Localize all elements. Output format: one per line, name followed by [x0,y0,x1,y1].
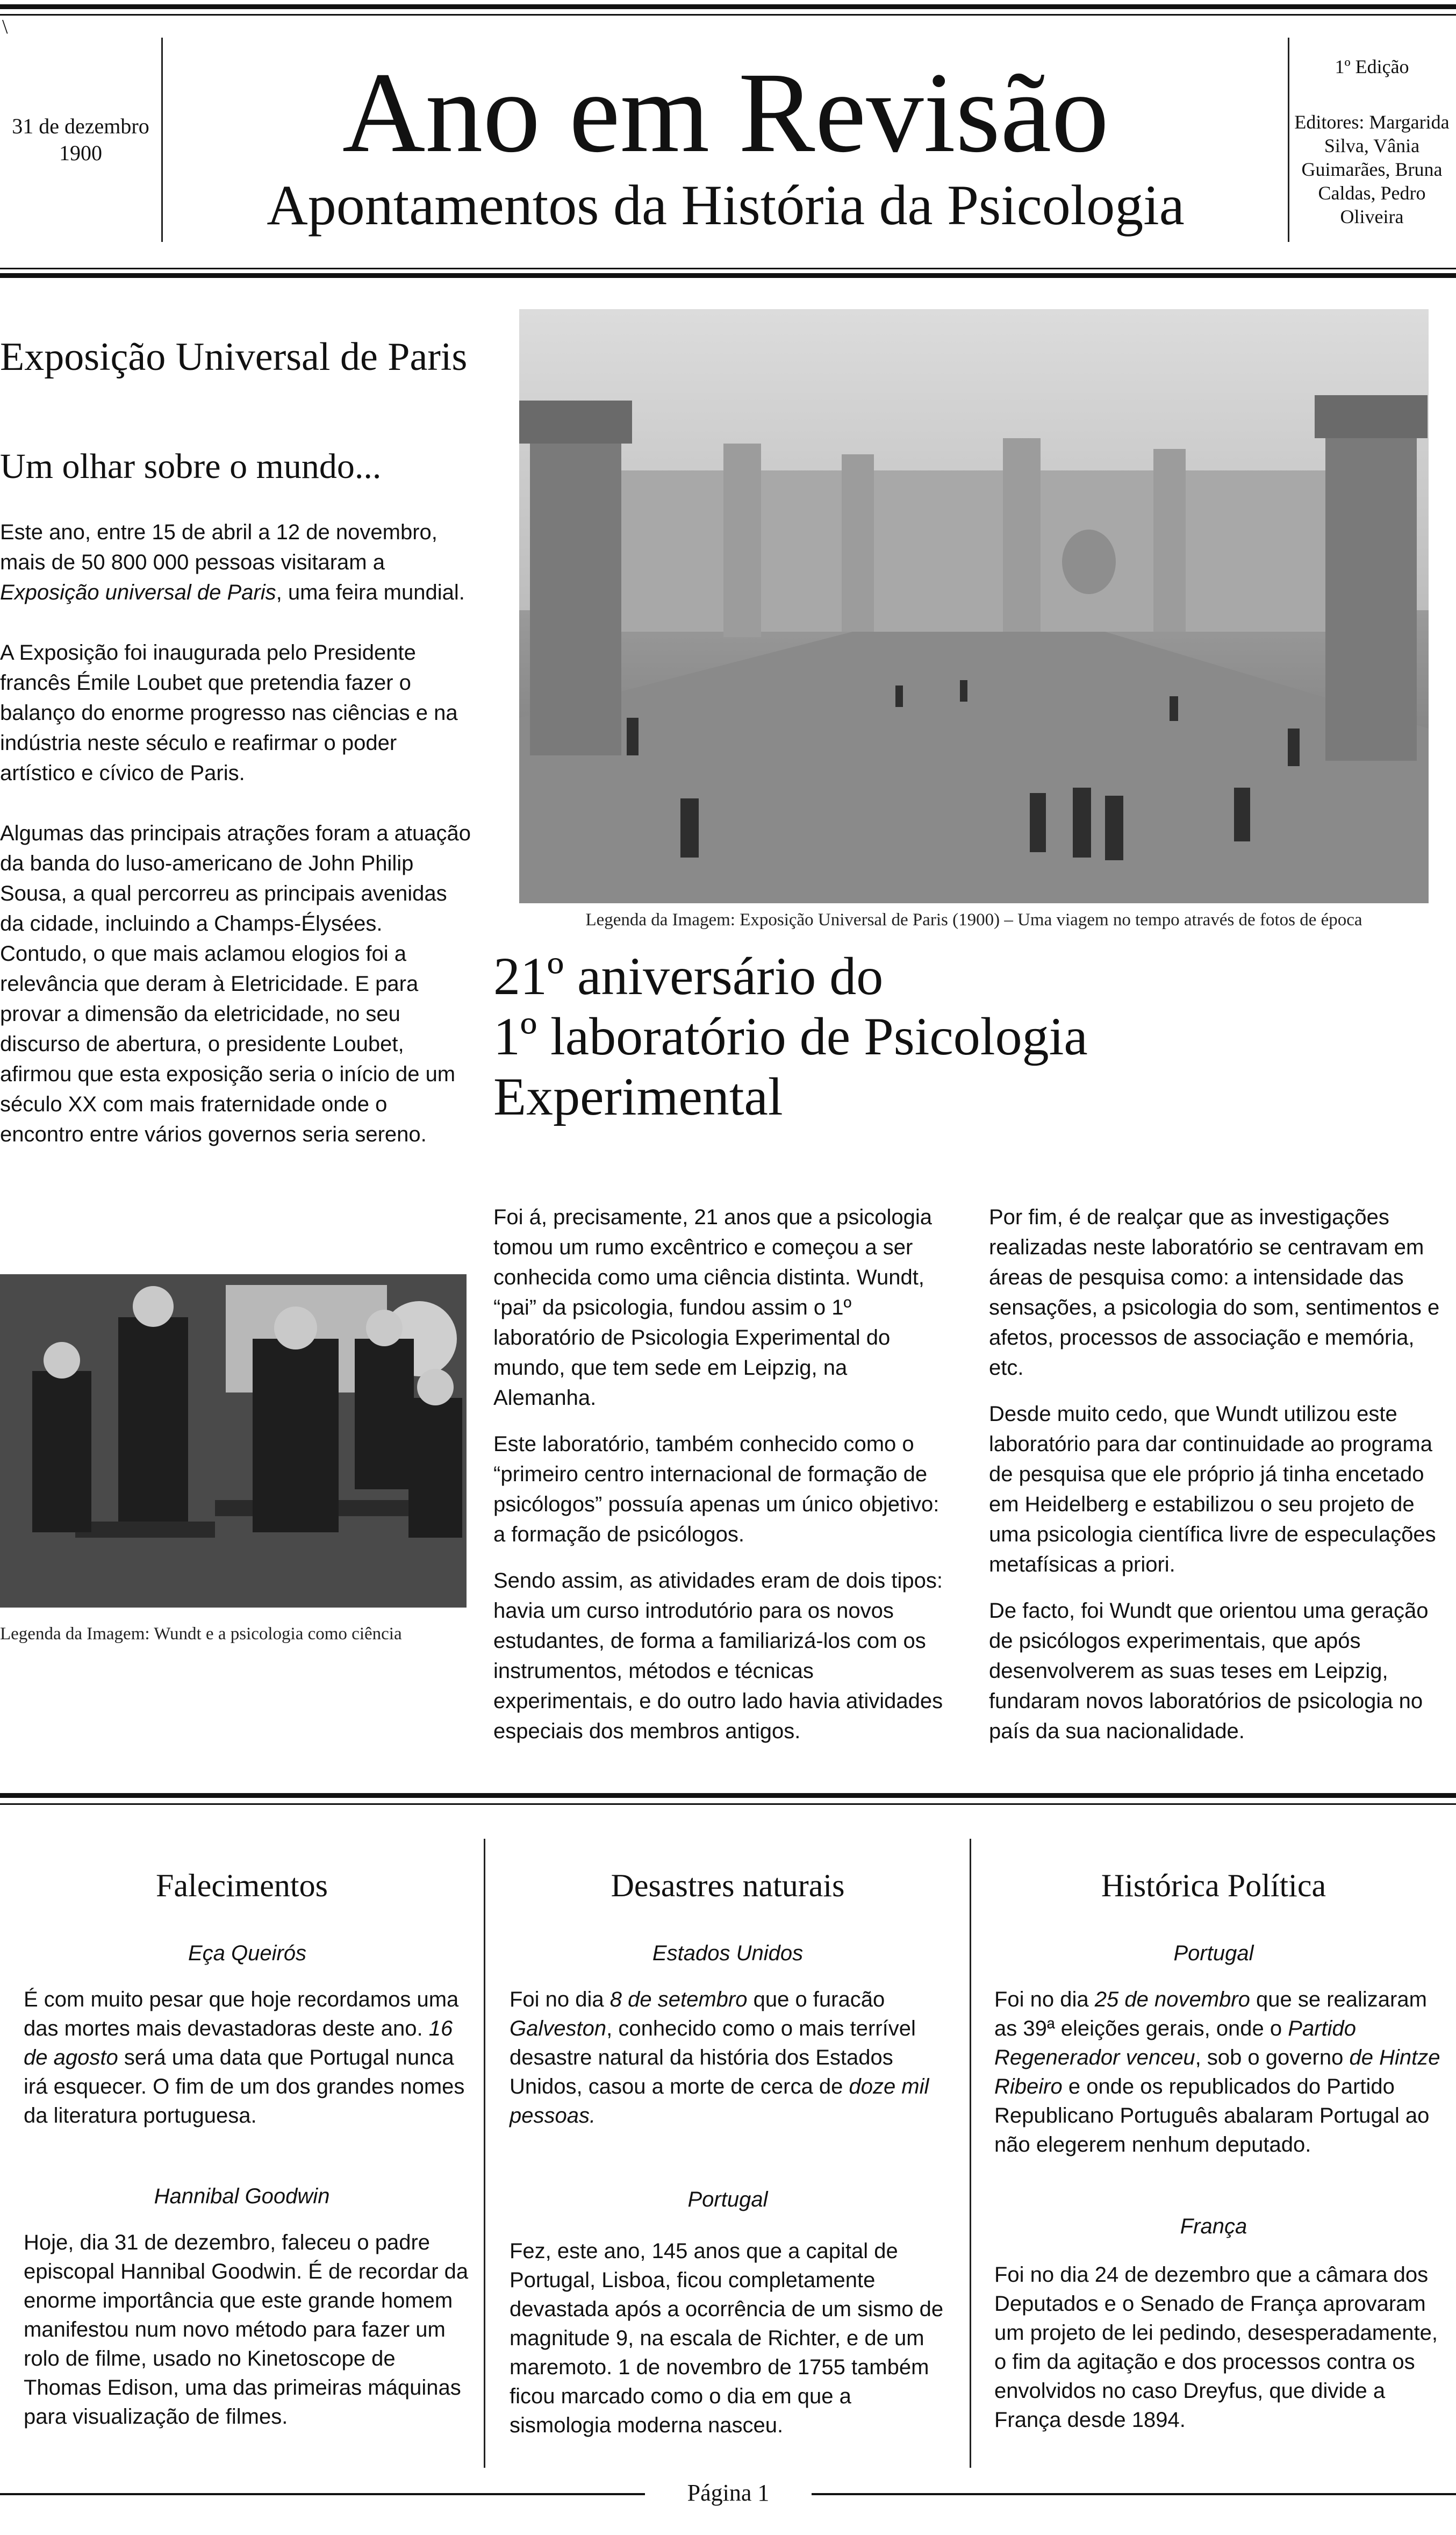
issue-date: 31 de dezembro 1900 [12,114,149,165]
masthead-divider-right [1288,38,1289,242]
top-rule-thin [0,14,1456,16]
politica-body-2: Foi no dia 24 de dezembro que a câmara dos Deputados e o Senado de França aprovaram um projeto de lei pedindo, desesperadamente, o fim da agitação e dos processos contra os envolvidos no caso Dreyfus, que divide a França desde 1894. [994,2263,1438,2432]
expo-headline: Exposição Universal de Paris [0,335,468,379]
newspaper-subtitle: Apontamentos da História da Psicologia [267,174,1185,237]
expo-paragraph-3: Algumas das principais atrações foram a atuação da banda do luso-americano de John Philip Sousa, a qual percorreu as principais avenidas da cidade, incluindo a Champs-Élysées. Contudo, o que mais aclamou elogios foi a relevância que deram à Eletricidade. E para provar a dimensão da eletricidade, no seu discurso de abertura, o presidente Loubet, afirmou que esta exposição seria o início de um século XX com mais fraternidade onde o encontro entre vários governos seria sereno. [0,822,471,1146]
expo-subheadline: Um olhar sobre o mundo... [0,447,382,486]
article-headline: 21º aniversário do 1º laboratório de Psicologia Experimental [493,946,1088,1126]
article-paragraph: De facto, foi Wundt que orientou uma geração de psicólogos experimentais, que após desenvolverem as suas teses em Leipzig, fundaram novos laboratórios de psicologia no país da sua nacionalidade. [989,1599,1429,1743]
article-paragraph: Por fim, é de realçar que as investigações realizadas neste laboratório se centravam em áreas de pesquisa como: a intensidade das sensações, a psicologia do som, sentimentos e afetos, processos de associação e memória, etc. [989,1205,1440,1380]
falecimentos-subtitle-1: Eça Queirós [188,1941,307,1965]
expo-paragraph-1: Este ano, entre 15 de abril a 12 de novembro, mais de 50 800 000 pessoas visitaram a Exposição universal de Paris, uma feira mundial. [0,520,465,604]
article-paragraph: Este laboratório, também conhecido como o “primeiro centro internacional de formação de psicólogos” possuía apenas um único objetivo: a formação de psicólogos. [493,1432,939,1546]
desastres-heading: Desastres naturais [611,1868,845,1903]
wundt-photo-art [0,1274,467,1608]
masthead-rule-thin [0,268,1456,269]
wundt-photo [0,1274,467,1608]
paris-photo-caption: Legenda da Imagem: Exposição Universal de Paris (1900) – Uma viagem no tempo através de fotos de época [585,910,1362,930]
article-paragraph: Desde muito cedo, que Wundt utilizou este laboratório para dar continuidade ao programa de pesquisa que ele próprio já tinha encetado em Heidelberg e estabilizou o seu projeto de uma psicologia científica livre de especulações metafísicas a priori. [989,1402,1436,1576]
expo-paragraph-2: A Exposição foi inaugurada pelo Presidente francês Émile Loubet que pretendia fazer o balanço do enorme progresso nas ciências e na indústria neste século e reafirmar o poder artístico e cívico de Paris. [0,641,458,785]
politica-body-1: Foi no dia 25 de novembro que se realizaram as 39ª eleições gerais, onde o Partido Regenerador venceu, sob o governo de Hintze Ribeiro e onde os republicados do Partido Republicano Português abalaram Portugal ao não elegerem nenhum deputado. [994,1988,1440,2156]
desastres-body-1: Foi no dia 8 de setembro que o furacão Galveston, conhecido como o mais terrível desastre natural da história dos Estados Unidos, casou a morte de cerca de doze mil pessoas. [510,1988,929,2127]
falecimentos-subtitle-2: Hannibal Goodwin [154,2184,330,2208]
masthead-rule-thick [0,273,1456,278]
desastres-subtitle-2: Portugal [687,2188,768,2211]
newspaper-title: Ano em Revisão [342,49,1109,176]
paris-expo-photo-art [519,309,1429,903]
section-rule-thin [0,1803,1456,1805]
article-paragraph: Foi á, precisamente, 21 anos que a psicologia tomou um rumo excêntrico e começou a ser conhecida como uma ciência distinta. Wundt, “pai” da psicologia, fundou assim o 1º laboratório de Psicologia Experimental do mundo, que tem sede em Leipzig, na Alemanha. [493,1205,933,1410]
falecimentos-body-2: Hoje, dia 31 de dezembro, faleceu o padre episcopal Hannibal Goodwin. É de recordar da enorme importância que este grande homem manifestou num novo método para fazer um rolo de filme, usado no Kinetoscope de Thomas Edison, uma das primeiras máquinas para visualização de filmes. [24,2231,469,2429]
edition-label: 1º Edição [1335,56,1409,77]
expo-body [0,517,473,1180]
editors-list: Editores: Margarida Silva, Vânia Guimarães, Bruna Caldas, Pedro Oliveira [1294,111,1450,227]
desastres-body-2: Fez, este ano, 145 anos que a capital de Portugal, Lisboa, ficou completamente devastada após a ocorrência de um sismo de magnitude 9, na escala de Richter, e de um maremoto. 1 de novembro de 1755 também ficou marcado como o dia em que a sismologia moderna nasceu. [510,2239,944,2437]
article-paragraph: Sendo assim, as atividades eram de dois tipos: havia um curso introdutório para os novos estudantes, de forma a familiarizá-los com os instrumentos, métodos e técnicas experimentais, e do outro lado havia atividades especiais dos membros antigos. [493,1569,943,1743]
section-rule-thick [0,1793,1456,1798]
article-column-1 [493,1202,949,1762]
politica-subtitle-1: Portugal [1173,1941,1254,1965]
article-column-2 [989,1202,1445,1762]
bottom-divider-2 [970,1839,971,2468]
desastres-subtitle-1: Estados Unidos [652,1941,804,1965]
falecimentos-heading: Falecimentos [156,1868,328,1903]
masthead-divider-left [161,38,163,242]
page-number: Página 1 [645,2480,812,2507]
politica-subtitle-2: França [1180,2215,1247,2238]
politica-heading: Histórica Política [1101,1868,1326,1903]
bottom-divider-1 [484,1839,485,2468]
top-rule-thick [0,4,1456,9]
corner-mark: \ [2,16,8,38]
paris-expo-photo [519,309,1429,903]
wundt-photo-caption: Legenda da Imagem: Wundt e a psicologia como ciência [0,1624,402,1644]
falecimentos-body-1: É com muito pesar que hoje recordamos uma das mortes mais devastadoras deste ano. 16 de agosto será uma data que Portugal nunca irá esquecer. O fim de um dos grandes nomes da literatura portuguesa. [24,1988,465,2127]
